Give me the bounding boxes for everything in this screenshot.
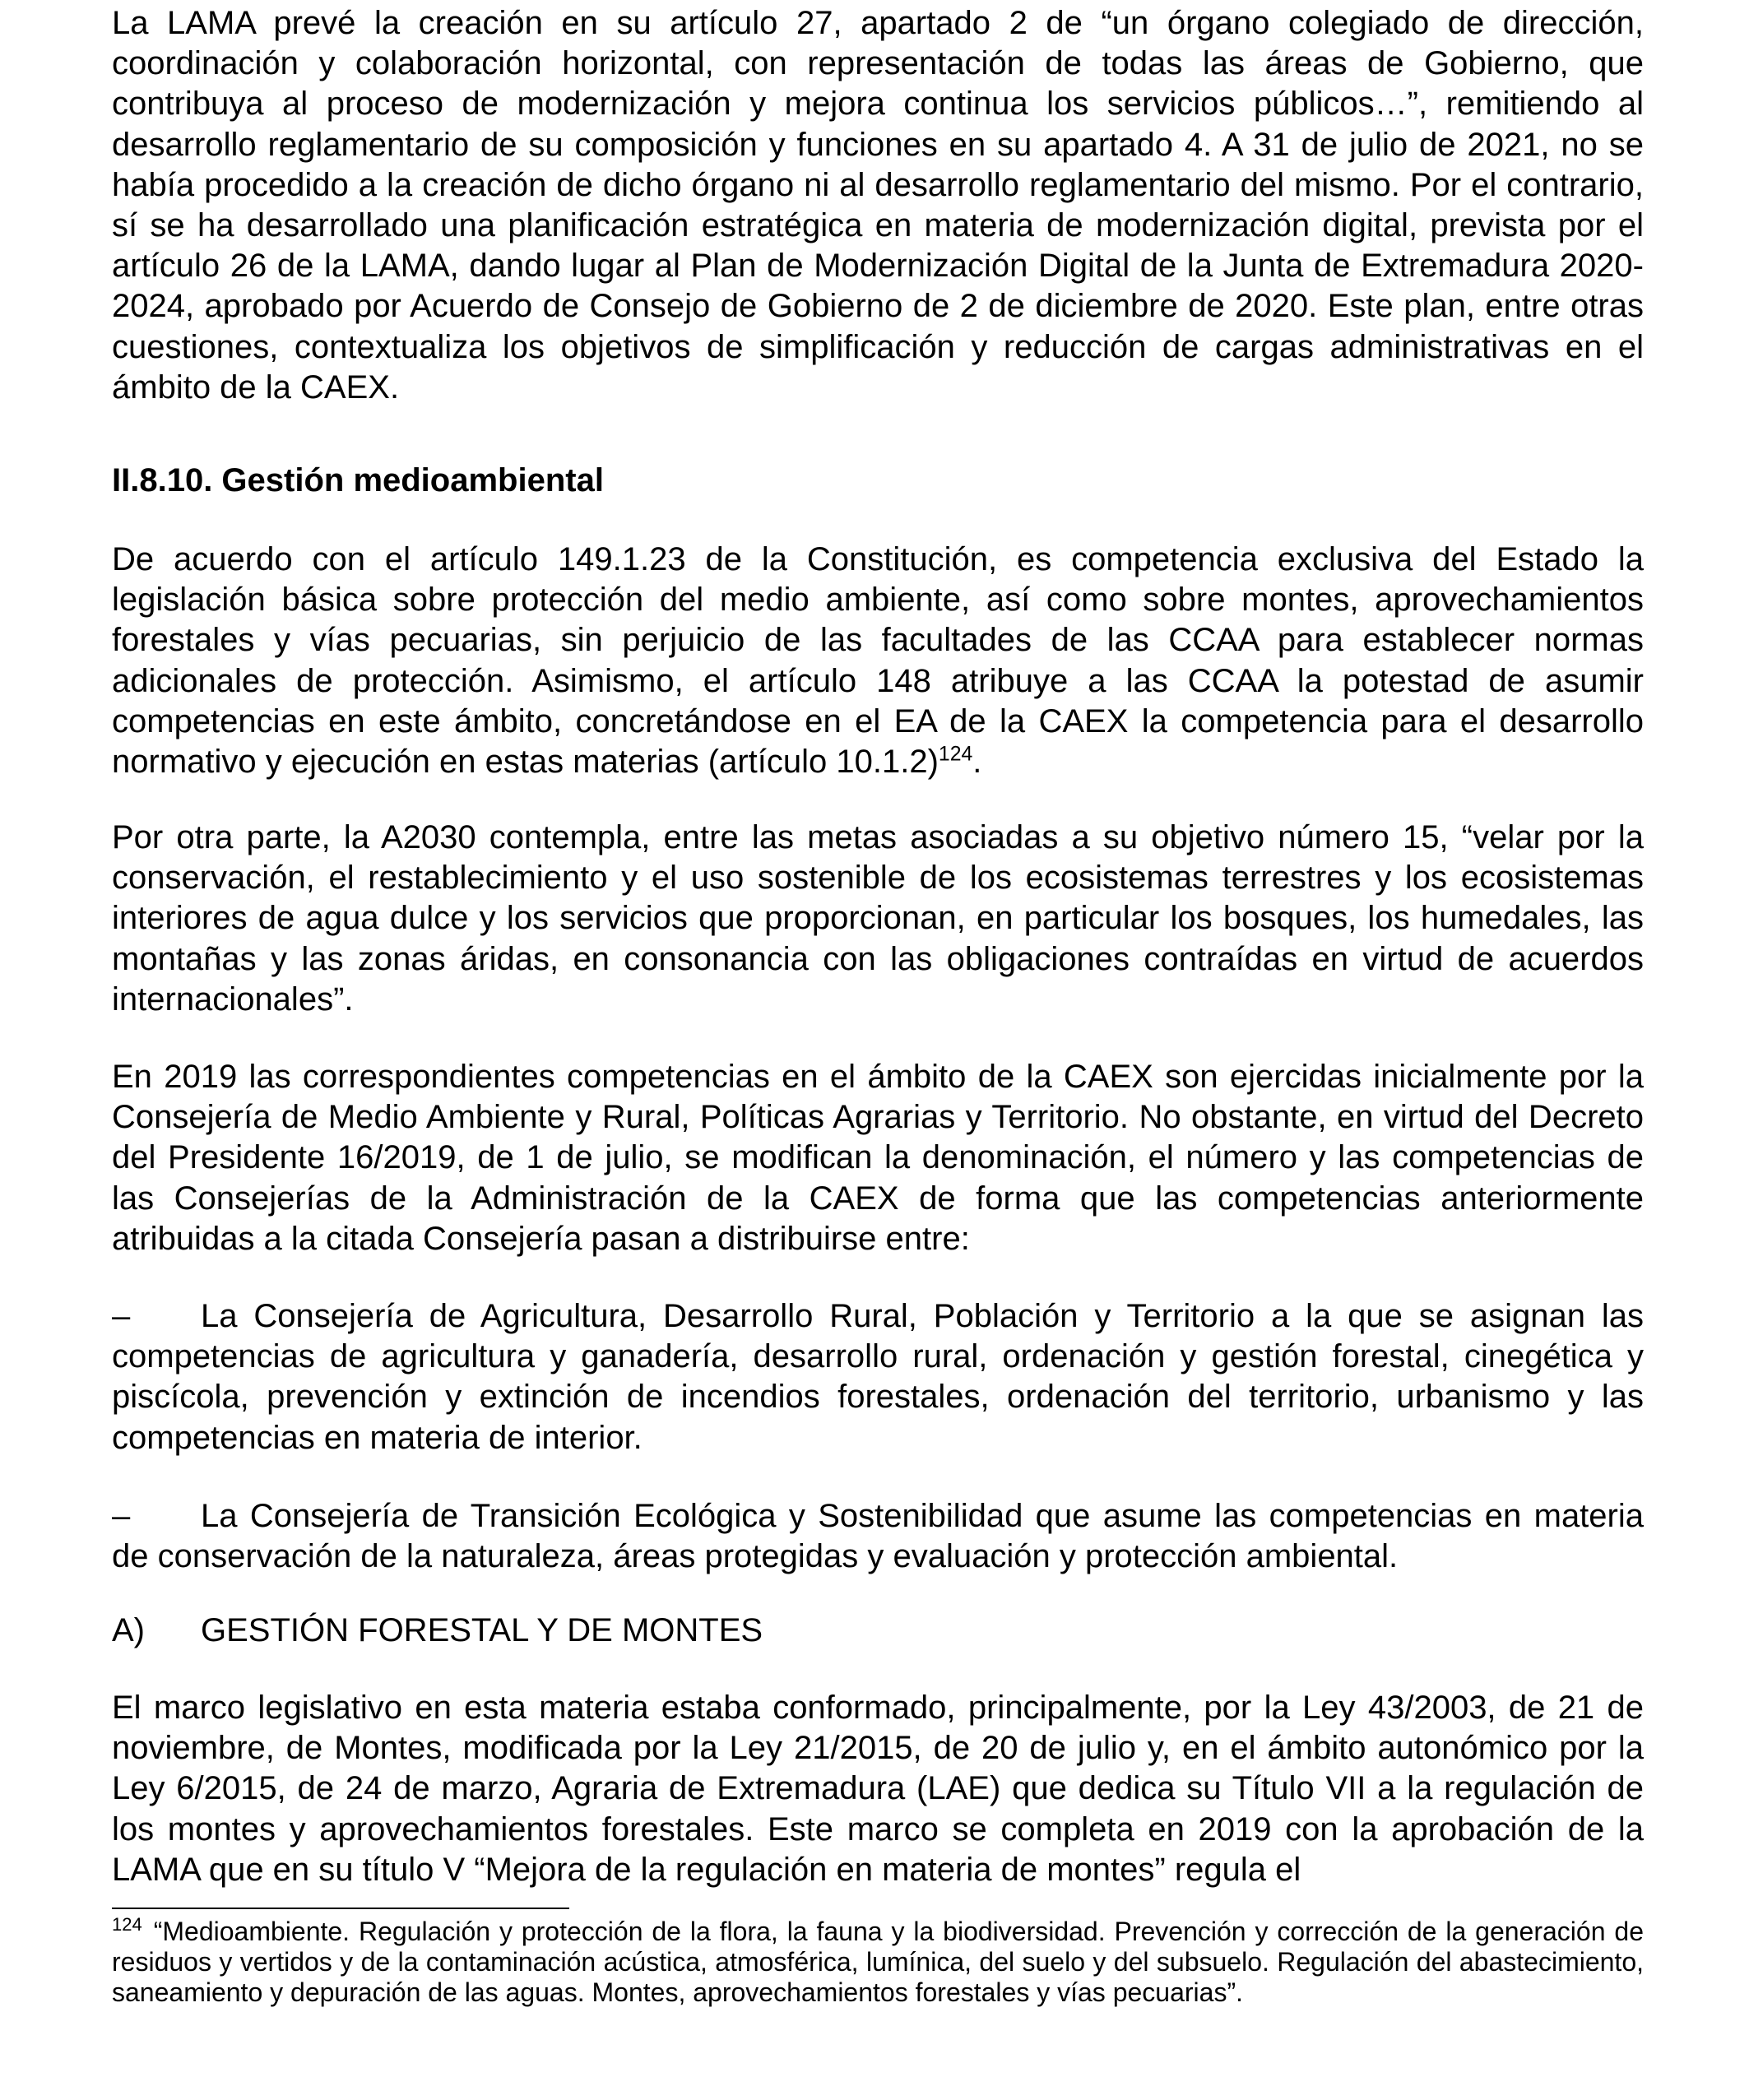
footnote xyxy=(112,1914,1644,2008)
paragraph-marco-legislativo: El marco legislativo en esta materia estaba conformado, principalmente, por la Ley 43/2003, de 21 de noviembre, de Montes, modificada por la Ley 21/2015, de 20 de julio y, en el ámbito autonómico por la Ley 6/2015, de 24 de marzo, Agraria de Extremadura (LAE) que dedica su Título VII a la regulación de los montes y aprovechamientos forestales. Este marco se completa en 2019 con la aprobación de la LAMA que en su título V “Mejora de la regulación en materia de montes” regula el xyxy=(112,1690,1644,1888)
paragraph-a2030: Por otra parte, la A2030 contempla, entre las metas asociadas a su objetivo número 15, “velar por la conservación, el restablecimiento y el uso sostenible de los ecosistemas terrestres y los ecosistemas interiores de agua dulce y los servicios que proporcionan, en particular los bosques, los humedales, las montañas y las zonas áridas, en consonancia con las obligaciones contraídas en virtud de acuerdos internacionales”. xyxy=(112,819,1644,1018)
paragraph-lama-organo: La LAMA prevé la creación en su artículo 27, apartado 2 de “un órgano colegiado de dirección, coordinación y colaboración horizontal, con representación de todas las áreas de Gobierno, que contribuya al proceso de modernización y mejora continua los servicios públicos…”, remitiendo al desarrollo reglamentario de su composición y funciones en su apartado 4. A 31 de julio de 2021, no se había procedido a la creación de dicho órgano ni al desarrollo reglamentario del mismo. Por el contrario, sí se ha desarrollado una planificación estratégica en materia de modernización digital, prevista por el artículo 26 de la LAMA, dando lugar al Plan de Modernización Digital de la Junta de Extremadura 2020-2024, aprobado por Acuerdo de Consejo de Gobierno de 2 de diciembre de 2020. Este plan, entre otras cuestiones, contextualiza los objetivos de simplificación y reducción de cargas administrativas en el ámbito de la CAEX. xyxy=(112,5,1644,406)
bullet-dash: – xyxy=(112,1298,131,1334)
list-item-agricultura xyxy=(112,1296,1644,1458)
list-item-transicion xyxy=(112,1496,1644,1577)
paragraph-constitucion xyxy=(112,540,1644,782)
bullet-dash: – xyxy=(112,1498,131,1534)
list-item-text: La Consejería de Transición Ecológica y Sostenibilidad que asume las competencias en materia de conservación de la naturaleza, áreas protegidas y evaluación y protección ambiental. xyxy=(112,1498,1644,1575)
section-heading: II.8.10. Gestión medioambiental xyxy=(112,462,604,498)
footnote-number: 124 xyxy=(112,1914,142,1935)
subsection-letter: A) xyxy=(112,1612,145,1648)
list-item-text: La Consejería de Agricultura, Desarrollo Rural, Población y Territorio a la que se asignan las competencias de agricultura y ganadería, desarrollo rural, ordenación y gestión forestal, cinegética y piscícola, prevención y extinción de incendios forestales, ordenación del territorio, urbanismo y las competencias en materia de interior. xyxy=(112,1298,1644,1456)
subsection-heading xyxy=(112,1611,763,1651)
paragraph-constitucion-end: . xyxy=(972,744,982,781)
paragraph-constitucion-text: De acuerdo con el artículo 149.1.23 de la Constitución, es competencia exclusiva del Estado la legislación básica sobre protección del medio ambiente, así como sobre montes, aprovechamientos forestales y vías pecuarias, sin perjuicio de las facultades de las CCAA para establecer normas adicionales de protección. Asimismo, el artículo 148 atribuye a las CCAA la potestad de asumir competencias en este ámbito, concretándose en el EA de la CAEX la competencia para el desarrollo normativo y ejecución en estas materias (artículo 10.1.2) xyxy=(112,541,1644,781)
footnote-separator xyxy=(112,1908,569,1909)
paragraph-consejerias: En 2019 las correspondientes competencias en el ámbito de la CAEX son ejercidas inicialmente por la Consejería de Medio Ambiente y Rural, Políticas Agrarias y Territorio. No obstante, en virtud del Decreto del Presidente 16/2019, de 1 de julio, se modifican la denominación, el número y las competencias de las Consejerías de la Administración de la CAEX de forma que las competencias anteriormente atribuidas a la citada Consejería pasan a distribuirse entre: xyxy=(112,1059,1644,1257)
subsection-title: GESTIÓN FORESTAL Y DE MONTES xyxy=(201,1612,763,1648)
footnote-reference[interactable]: 124 xyxy=(938,743,973,766)
footnote-text: “Medioambiente. Regulación y protección de la flora, la fauna y la biodiversidad. Prevención y corrección de la generación de residuos y vertidos y de la contaminación acústica, atmosférica, lumínica, del suelo y del subsuelo. Regulación del abastecimiento, saneamiento y depuración de las aguas. Montes, aprovechamientos forestales y vías pecuarias”. xyxy=(112,1917,1644,2007)
